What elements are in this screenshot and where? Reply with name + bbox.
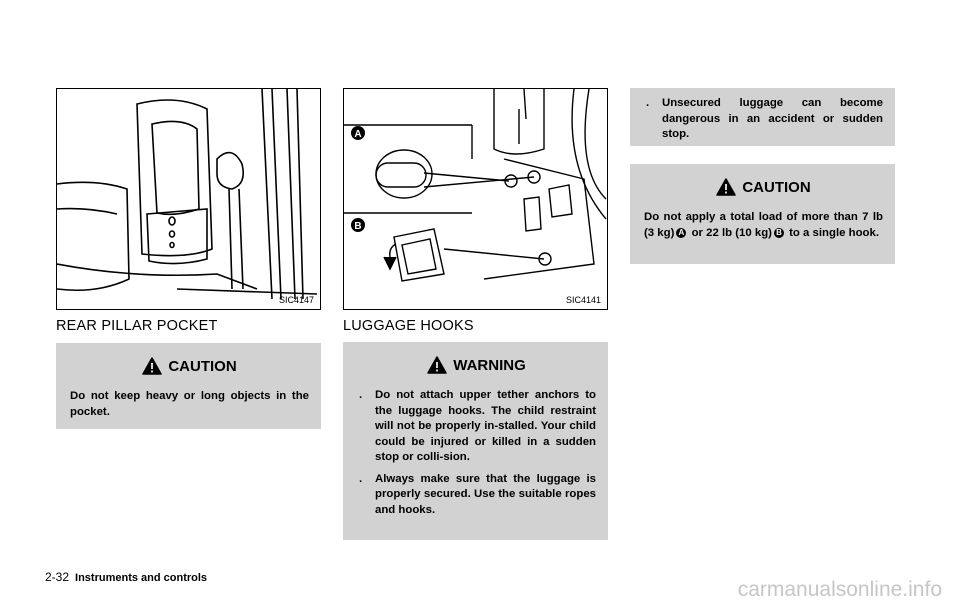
luggage-hooks-heading: LUGGAGE HOOKS — [343, 318, 474, 334]
warning-triangle-icon — [427, 356, 447, 374]
warning-box-continued — [630, 88, 895, 146]
luggage-hooks-illustration — [344, 89, 607, 309]
rear-pillar-illustration — [57, 89, 320, 309]
warning-list — [357, 388, 596, 518]
page-number: 2-32 — [45, 570, 70, 584]
list-item: . Do not attach upper tether anchors to the luggage hooks. The child restraint will not be properly in-stalled. Your child could be injured or killed in a sudden stop or colli-sion. — [359, 389, 596, 463]
label-b: B — [354, 221, 362, 232]
section-title: Instruments and controls — [75, 572, 208, 584]
marker-b-icon: B — [774, 228, 784, 238]
page-footer — [45, 570, 207, 584]
warning-triangle-icon — [142, 357, 162, 375]
caution-text: Do not apply a total load of more than 7 lb (3 kg) A or 22 lb (10 kg) B to a single hook. — [644, 211, 883, 239]
warning-title — [357, 352, 596, 378]
rear-pillar-pocket-heading: REAR PILLAR POCKET — [56, 318, 218, 334]
warning-triangle-icon — [716, 178, 736, 196]
caution-title-text: CAUTION — [168, 357, 237, 375]
watermark: carmanualsonline.info — [737, 578, 942, 601]
warning-box-hooks — [343, 342, 608, 540]
warning-list-continued — [644, 96, 883, 143]
caution-title — [644, 174, 883, 200]
marker-a-icon: A — [676, 228, 686, 238]
caution-title-text: CAUTION — [742, 178, 811, 196]
luggage-hooks-figure — [343, 88, 608, 310]
caution-title — [70, 353, 309, 379]
caution-box-hooks — [630, 164, 895, 264]
caution-box-pocket — [56, 343, 321, 429]
rear-pillar-pocket-figure — [56, 88, 321, 310]
label-a: A — [354, 129, 362, 140]
figure-code: SIC4141 — [565, 295, 601, 305]
figure-code: SIC4147 — [278, 295, 314, 305]
list-item: . Unsecured luggage can become dangerous in an accident or sudden stop. — [646, 97, 883, 140]
warning-title-text: WARNING — [453, 356, 526, 374]
list-item: . Always make sure that the luggage is properly secured. Use the suitable ropes and hooks. — [359, 472, 596, 516]
caution-text: Do not keep heavy or long objects in the pocket. — [70, 390, 309, 418]
